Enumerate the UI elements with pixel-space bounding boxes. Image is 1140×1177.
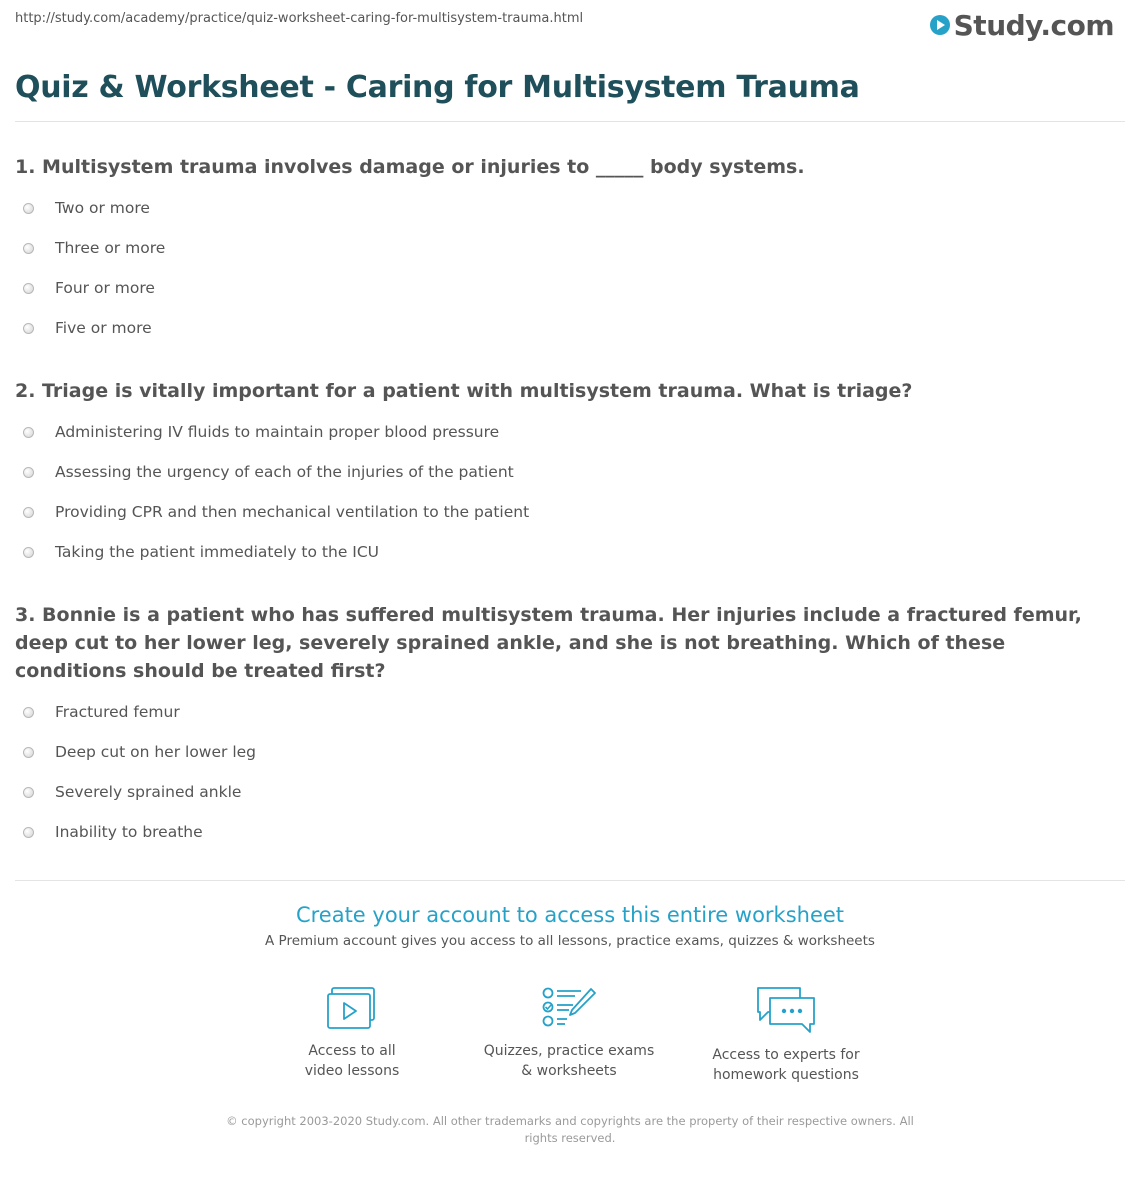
answer-option[interactable]: [15, 228, 1120, 268]
quiz-checklist-icon: [541, 986, 597, 1030]
answer-options: [15, 692, 1120, 852]
radio-button[interactable]: [23, 467, 34, 478]
option-label: Severely sprained ankle: [55, 783, 242, 801]
option-label: Five or more: [55, 319, 152, 337]
option-label: Inability to breathe: [55, 823, 203, 841]
answer-option[interactable]: [15, 412, 1120, 452]
create-account-link[interactable]: Create your account to access this entire worksheet: [295, 903, 845, 927]
option-label: Three or more: [55, 239, 166, 257]
radio-button[interactable]: [23, 787, 34, 798]
promo-subtitle: A Premium account gives you access to all lessons, practice exams, quizzes & worksheets: [265, 933, 875, 949]
brand-name: Study.com: [953, 8, 1114, 42]
answer-option[interactable]: [15, 532, 1120, 572]
option-label: Administering IV fluids to maintain proper blood pressure: [55, 423, 500, 441]
option-label: Deep cut on her lower leg: [55, 743, 257, 761]
answer-option[interactable]: [15, 308, 1120, 348]
answer-options: [15, 188, 1120, 348]
radio-button[interactable]: [23, 243, 34, 254]
radio-button[interactable]: [23, 507, 34, 518]
answer-option[interactable]: [15, 492, 1120, 532]
radio-button[interactable]: [23, 427, 34, 438]
feature-video-lessons: [252, 986, 452, 1081]
feature-label: Quizzes, practice exams & worksheets: [483, 1043, 655, 1079]
radio-button[interactable]: [23, 747, 34, 758]
answer-options: [15, 412, 1120, 572]
answer-option[interactable]: [15, 452, 1120, 492]
question-3: [15, 601, 1120, 852]
answer-option[interactable]: [15, 692, 1120, 732]
question-text: 1. Multisystem trauma involves damage or injuries to _____ body systems.: [15, 156, 805, 178]
question-text: 3. Bonnie is a patient who has suffered multisystem trauma. Her injuries include a fractured femur, deep cut to her lower leg, severely sprained ankle, and she is not breathing. Which of these conditions should be treated first?: [15, 604, 1082, 682]
question-2: [15, 377, 1120, 572]
copyright-text: © copyright 2003-2020 Study.com. All other trademarks and copyrights are the property of their respective owners. All rights reserved.: [226, 1114, 914, 1145]
study-com-logo[interactable]: [929, 6, 1114, 44]
feature-experts: [686, 986, 886, 1085]
feature-label: Access to all video lessons: [304, 1043, 400, 1079]
chat-bubbles-icon: [754, 986, 818, 1034]
radio-button[interactable]: [23, 827, 34, 838]
feature-label: Access to experts for homework questions: [712, 1047, 860, 1083]
radio-button[interactable]: [23, 323, 34, 334]
answer-option[interactable]: [15, 188, 1120, 228]
promo-divider: [15, 880, 1125, 881]
question-text: 2. Triage is vitally important for a patient with multisystem trauma. What is triage?: [15, 380, 913, 402]
radio-button[interactable]: [23, 547, 34, 558]
option-label: Four or more: [55, 279, 155, 297]
option-label: Assessing the urgency of each of the injuries of the patient: [55, 463, 514, 481]
option-label: Fractured femur: [55, 703, 180, 721]
answer-option[interactable]: [15, 268, 1120, 308]
answer-option[interactable]: [15, 732, 1120, 772]
feature-quizzes: [469, 986, 669, 1081]
answer-option[interactable]: [15, 772, 1120, 812]
page-title: Quiz & Worksheet - Caring for Multisystem Trauma: [15, 70, 860, 105]
header-divider: [15, 121, 1125, 122]
copyright-footer: [0, 1113, 1140, 1147]
video-lesson-icon: [326, 986, 378, 1030]
radio-button[interactable]: [23, 203, 34, 214]
question-1: [15, 153, 1120, 348]
play-logo-icon: [929, 14, 951, 36]
page-url: http://study.com/academy/practice/quiz-worksheet-caring-for-multisystem-trauma.html: [15, 11, 584, 26]
radio-button[interactable]: [23, 283, 34, 294]
answer-option[interactable]: [15, 812, 1120, 852]
option-label: Two or more: [55, 199, 150, 217]
option-label: Taking the patient immediately to the ICU: [55, 543, 380, 561]
radio-button[interactable]: [23, 707, 34, 718]
option-label: Providing CPR and then mechanical ventilation to the patient: [55, 503, 530, 521]
